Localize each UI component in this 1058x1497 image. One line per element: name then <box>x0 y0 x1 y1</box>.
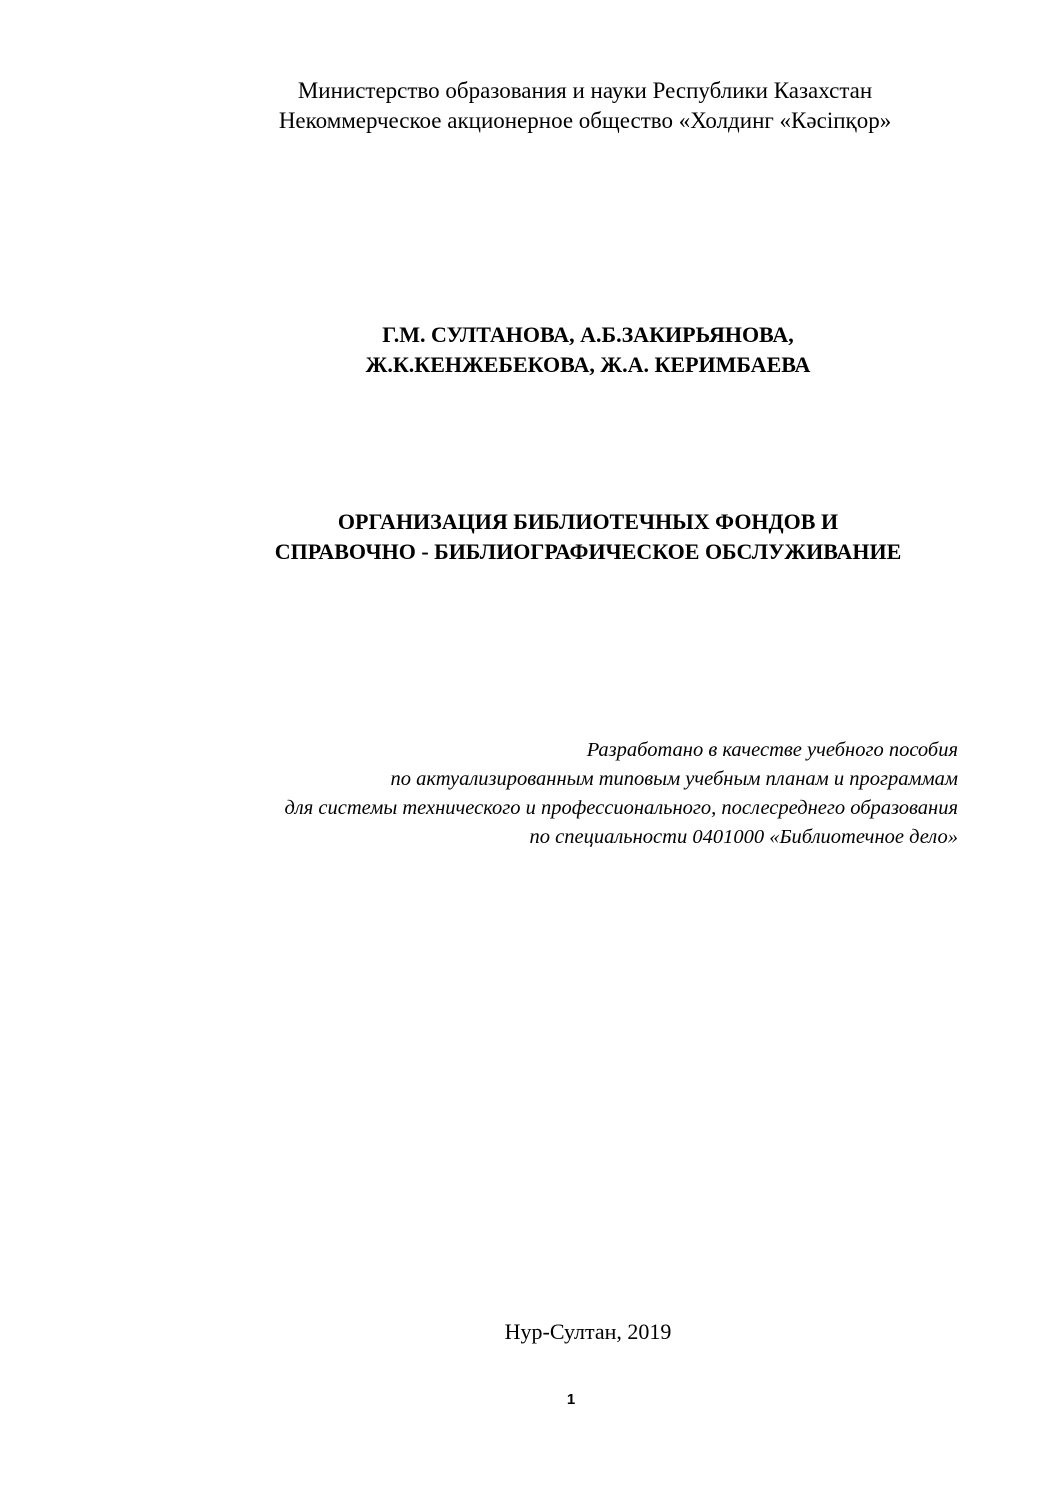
place-and-year: Нур-Султан, 2019 <box>504 1319 672 1344</box>
book-title-line-2: СПРАВОЧНО - БИБЛИОГРАФИЧЕСКОЕ ОБСЛУЖИВАНИЕ <box>274 539 902 564</box>
page-number: 1 <box>566 1391 576 1408</box>
ministry-name: Министерство образования и науки Республики Казахстан <box>297 78 873 103</box>
purpose-line-1: Разработано в качестве учебного пособия <box>586 739 958 761</box>
book-title-line-1: ОРГАНИЗАЦИЯ БИБЛИОТЕЧНЫХ ФОНДОВ И <box>337 509 839 534</box>
purpose-line-3: для системы технического и профессионального, послесреднего образования <box>284 797 958 819</box>
holding-name: Некоммерческое акционерное общество «Холдинг «Кәсіпқор» <box>278 108 892 133</box>
authors-line-2: Ж.К.КЕНЖЕБЕКОВА, Ж.А. КЕРИМБАЕВА <box>365 352 811 377</box>
purpose-line-4: по специальности 0401000 «Библиотечное дело» <box>529 826 958 848</box>
authors-line-1: Г.М. СУЛТАНОВА, А.Б.ЗАКИРЬЯНОВА, <box>382 322 794 347</box>
purpose-line-2: по актуализированным типовым учебным планам и программам <box>390 768 958 790</box>
